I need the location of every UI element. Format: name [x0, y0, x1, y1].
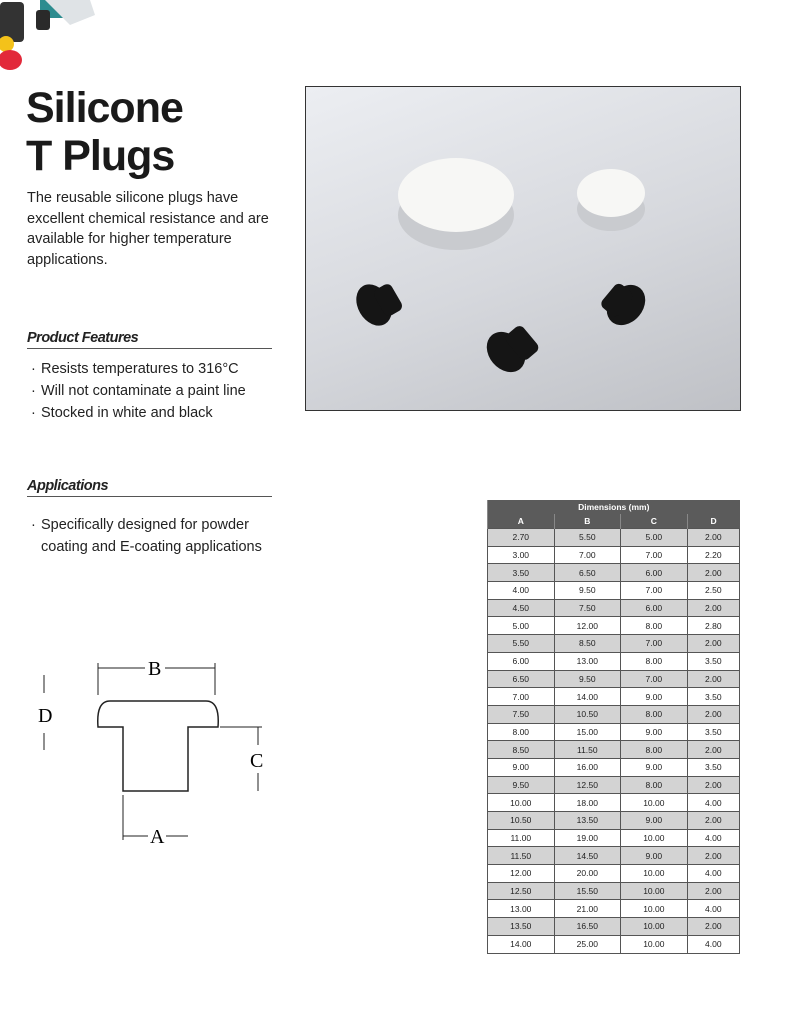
table-cell: 5.00: [488, 617, 555, 635]
table-cell: 11.50: [554, 741, 621, 759]
table-row: [488, 794, 740, 812]
column-header: A: [488, 514, 555, 529]
table-cell: 9.00: [621, 758, 688, 776]
table-row: [488, 529, 740, 547]
table-row: [488, 564, 740, 582]
table-cell: 2.20: [687, 546, 739, 564]
table-cell: 8.50: [554, 635, 621, 653]
table-cell: 5.50: [488, 635, 555, 653]
table-caption: Dimensions (mm): [488, 500, 740, 514]
table-cell: 14.00: [488, 935, 555, 953]
table-cell: 4.00: [687, 794, 739, 812]
dimensions-table: [487, 500, 740, 954]
table-cell: 7.00: [554, 546, 621, 564]
label-b: B: [148, 658, 162, 680]
table-cell: 2.00: [687, 918, 739, 936]
table-row: [488, 599, 740, 617]
table-cell: 10.00: [621, 829, 688, 847]
table-cell: 19.00: [554, 829, 621, 847]
features-list: [31, 358, 246, 424]
table-row: [488, 918, 740, 936]
label-c: C: [250, 750, 264, 772]
table-cell: 7.00: [621, 670, 688, 688]
table-cell: 4.50: [488, 599, 555, 617]
table-cell: 3.50: [687, 688, 739, 706]
table-cell: 4.00: [687, 935, 739, 953]
table-cell: 8.00: [488, 723, 555, 741]
table-row: [488, 865, 740, 883]
table-cell: 2.00: [687, 635, 739, 653]
table-row: [488, 829, 740, 847]
table-row: [488, 582, 740, 600]
table-cell: 6.50: [488, 670, 555, 688]
table-cell: 10.50: [554, 705, 621, 723]
table-cell: 8.00: [621, 705, 688, 723]
applications-list: [31, 514, 271, 558]
table-cell: 3.50: [687, 758, 739, 776]
table-cell: 2.00: [687, 599, 739, 617]
table-cell: 5.00: [621, 529, 688, 547]
table-row: [488, 935, 740, 953]
table-cell: 3.00: [488, 546, 555, 564]
table-cell: 9.50: [554, 670, 621, 688]
table-cell: 7.00: [621, 582, 688, 600]
column-header: C: [621, 514, 688, 529]
table-row: [488, 670, 740, 688]
table-cell: 9.00: [621, 688, 688, 706]
table-cell: 9.00: [621, 812, 688, 830]
table-cell: 2.70: [488, 529, 555, 547]
table-row: [488, 900, 740, 918]
table-cell: 11.00: [488, 829, 555, 847]
table-row: [488, 882, 740, 900]
table-cell: 8.00: [621, 652, 688, 670]
table-cell: 10.00: [488, 794, 555, 812]
table-cell: 9.50: [554, 582, 621, 600]
table-cell: 16.00: [554, 758, 621, 776]
table-cell: 13.00: [488, 900, 555, 918]
table-cell: 3.50: [687, 723, 739, 741]
table-cell: 18.00: [554, 794, 621, 812]
product-features-heading: Product Features: [27, 330, 272, 349]
table-cell: 6.50: [554, 564, 621, 582]
table-cell: 10.00: [621, 900, 688, 918]
feature-item: · Will not contaminate a paint line: [31, 380, 246, 402]
table-cell: 4.00: [687, 900, 739, 918]
intro-text: The reusable silicone plugs have excellent chemical resistance and are available for higher temperature applications.: [27, 190, 269, 268]
table-cell: 12.00: [488, 865, 555, 883]
table-cell: 9.50: [488, 776, 555, 794]
table-cell: 7.00: [621, 635, 688, 653]
t-plug-dimension-diagram: [30, 655, 280, 855]
column-header: B: [554, 514, 621, 529]
application-item: · Specifically designed for powder coating and E-coating applications: [31, 514, 271, 558]
table-cell: 15.00: [554, 723, 621, 741]
table-cell: 7.50: [488, 705, 555, 723]
table-cell: 2.80: [687, 617, 739, 635]
table-cell: 13.50: [554, 812, 621, 830]
table-cell: 2.00: [687, 812, 739, 830]
feature-item: · Stocked in white and black: [31, 402, 246, 424]
table-cell: 8.50: [488, 741, 555, 759]
table-cell: 11.50: [488, 847, 555, 865]
table-cell: 7.00: [488, 688, 555, 706]
table-cell: 3.50: [488, 564, 555, 582]
table-cell: 25.00: [554, 935, 621, 953]
plugs-photo-illustration: [306, 87, 740, 410]
table-cell: 8.00: [621, 741, 688, 759]
table-cell: 8.00: [621, 617, 688, 635]
table-cell: 14.50: [554, 847, 621, 865]
table-cell: 2.50: [687, 582, 739, 600]
column-header: D: [687, 514, 739, 529]
table-cell: 14.00: [554, 688, 621, 706]
table-row: [488, 776, 740, 794]
table-cell: 6.00: [488, 652, 555, 670]
table-cell: 2.00: [687, 776, 739, 794]
table-cell: 10.00: [621, 865, 688, 883]
label-d: D: [38, 705, 53, 727]
label-a: A: [150, 826, 165, 848]
table-cell: 7.50: [554, 599, 621, 617]
applications-heading: Applications: [27, 478, 272, 497]
table-row: [488, 741, 740, 759]
product-photo: [305, 86, 741, 411]
table-cell: 8.00: [621, 776, 688, 794]
table-cell: 10.50: [488, 812, 555, 830]
table-cell: 2.00: [687, 705, 739, 723]
table-cell: 12.00: [554, 617, 621, 635]
table-row: [488, 652, 740, 670]
table-row: [488, 546, 740, 564]
table-cell: 9.00: [488, 758, 555, 776]
table-cell: 10.00: [621, 935, 688, 953]
table-cell: 13.00: [554, 652, 621, 670]
table-cell: 2.00: [687, 529, 739, 547]
table-cell: 10.00: [621, 794, 688, 812]
table-row: [488, 758, 740, 776]
table-cell: 16.50: [554, 918, 621, 936]
table-cell: 10.00: [621, 918, 688, 936]
table-cell: 2.00: [687, 741, 739, 759]
table-row: [488, 847, 740, 865]
table-cell: 9.00: [621, 847, 688, 865]
page-title: Silicone T Plugs: [26, 84, 183, 180]
table-cell: 10.00: [621, 882, 688, 900]
table-cell: 21.00: [554, 900, 621, 918]
table-cell: 2.00: [687, 564, 739, 582]
table-cell: 15.50: [554, 882, 621, 900]
table-cell: 6.00: [621, 564, 688, 582]
table-cell: 12.50: [554, 776, 621, 794]
table-row: [488, 812, 740, 830]
decorative-plugs-image: [0, 0, 110, 80]
table-cell: 4.00: [488, 582, 555, 600]
table-cell: 6.00: [621, 599, 688, 617]
table-cell: 5.50: [554, 529, 621, 547]
table-cell: 9.00: [621, 723, 688, 741]
table-cell: 3.50: [687, 652, 739, 670]
table-row: [488, 688, 740, 706]
table-cell: 4.00: [687, 829, 739, 847]
table-cell: 2.00: [687, 882, 739, 900]
table-cell: 12.50: [488, 882, 555, 900]
table-row: [488, 635, 740, 653]
table-cell: 2.00: [687, 670, 739, 688]
table-cell: 7.00: [621, 546, 688, 564]
table-row: [488, 723, 740, 741]
table-cell: 2.00: [687, 847, 739, 865]
table-row: [488, 705, 740, 723]
table-cell: 20.00: [554, 865, 621, 883]
feature-item: · Resists temperatures to 316°C: [31, 358, 246, 380]
table-cell: 13.50: [488, 918, 555, 936]
table-cell: 4.00: [687, 865, 739, 883]
table-row: [488, 617, 740, 635]
